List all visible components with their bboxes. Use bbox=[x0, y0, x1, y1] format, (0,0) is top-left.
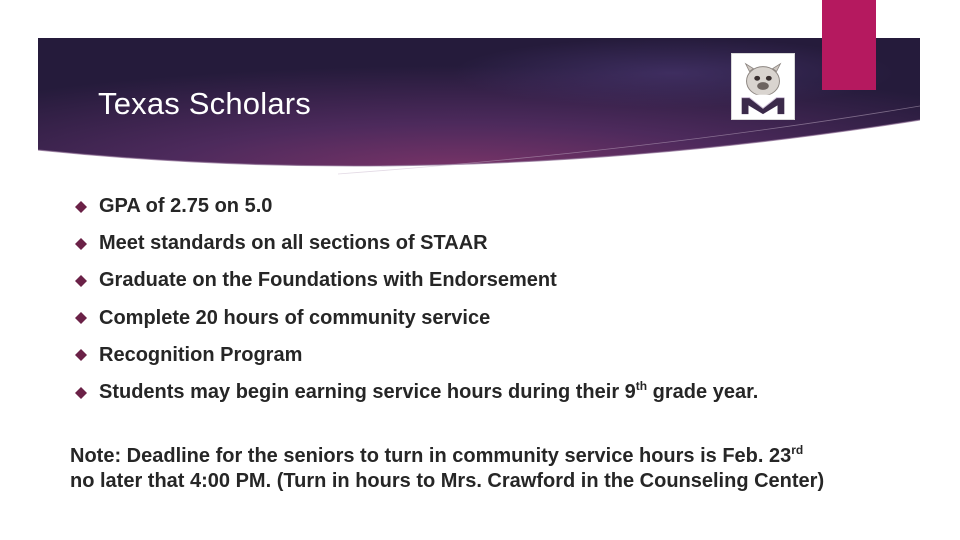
note-line-1: Note: Deadline for the seniors to turn in community service hours is Feb. 23 bbox=[70, 445, 792, 467]
list-item bbox=[70, 337, 758, 374]
list-item bbox=[70, 225, 758, 262]
bullet-text: Complete 20 hours of community service bbox=[99, 306, 491, 329]
bullet-text-end: grade year. bbox=[647, 381, 759, 404]
accent-bar bbox=[822, 0, 876, 90]
bullet-list bbox=[70, 188, 758, 411]
bulldog-logo-icon bbox=[732, 54, 794, 119]
diamond-bullet-icon bbox=[75, 201, 87, 213]
diamond-bullet-icon bbox=[75, 312, 87, 324]
list-item bbox=[70, 374, 758, 411]
deadline-note bbox=[70, 444, 930, 494]
slide-title: Texas Scholars bbox=[98, 86, 312, 121]
diamond-bullet-icon bbox=[75, 275, 87, 287]
diamond-bullet-icon bbox=[75, 349, 87, 361]
school-logo bbox=[731, 53, 795, 120]
bullet-text: Recognition Program bbox=[99, 343, 303, 366]
list-item bbox=[70, 300, 758, 337]
bullet-text-main: Students may begin earning service hours during their 9 bbox=[99, 381, 636, 404]
diamond-bullet-icon bbox=[75, 238, 87, 250]
bullet-text: GPA of 2.75 on 5.0 bbox=[99, 195, 273, 218]
bullet-text: Graduate on the Foundations with Endorsement bbox=[99, 269, 557, 292]
note-ordinal-suffix: rd bbox=[791, 443, 804, 457]
ordinal-suffix: th bbox=[635, 379, 648, 394]
note-line-2: no later that 4:00 PM. (Turn in hours to Mrs. Crawford in the Counseling Center) bbox=[70, 470, 825, 492]
diamond-bullet-icon bbox=[75, 387, 87, 399]
list-item bbox=[70, 262, 758, 299]
bullet-text bbox=[99, 381, 758, 404]
bullet-text: Meet standards on all sections of STAAR bbox=[99, 232, 488, 255]
list-item bbox=[70, 188, 758, 225]
